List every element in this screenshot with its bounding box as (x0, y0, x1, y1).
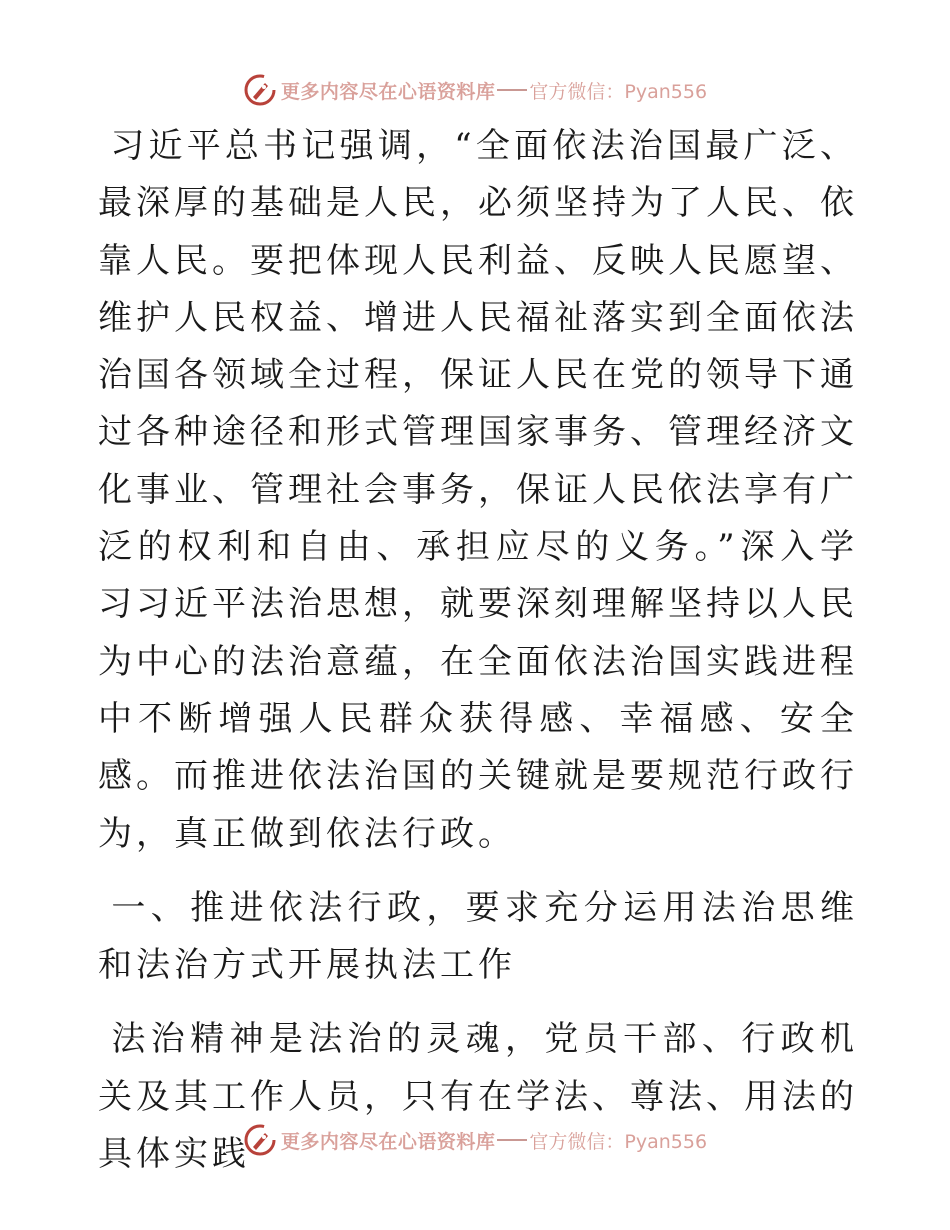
watermark-dash (497, 1139, 527, 1141)
watermark-dash (497, 89, 527, 91)
section-heading-1 (98, 880, 858, 995)
watermark-contact: 官方微信：Pyan556 (529, 80, 708, 103)
watermark-text: 更多内容尽在心语资料库 (280, 80, 496, 103)
body-paragraph-1 (98, 118, 858, 863)
watermark-text: 更多内容尽在心语资料库 (280, 1130, 496, 1153)
pen-logo-icon (243, 1123, 277, 1157)
document-body (98, 118, 858, 1183)
paragraph-text: 法治精神是法治的灵魂，党员干部、行政机关及其工作人员，只有在学法、尊法、用法的具体实践 (98, 1019, 858, 1175)
heading-text: 一、推进依法行政，要求充分运用法治思维和法治方式开展执法工作 (98, 887, 858, 986)
footer-watermark (0, 1120, 950, 1160)
header-watermark (0, 70, 950, 110)
watermark-contact: 官方微信：Pyan556 (529, 1130, 708, 1153)
paragraph-text: 习近平总书记强调，“全面依法治国最广泛、最深厚的基础是人民，必须坚持为了人民、依靠人民。要把体现人民利益、反映人民愿望、维护人民权益、增进人民福祉落实到全面依法治国各领域全过程，保证人民在党的领导下通过各种途径和形式管理国家事务、管理经济文化事业、管理社会事务，保证人民依法享有广泛的权利和自由、承担应尽的义务。”深入学习习近平法治思想，就要深刻理解坚持以人民为中心的法治意蕴，在全面依法治国实践进程中不断增强人民群众获得感、幸福感、安全感。而推进依法治国的关键就是要规范行政行为，真正做到依法行政。 (98, 126, 858, 854)
pen-logo-icon (243, 73, 277, 107)
